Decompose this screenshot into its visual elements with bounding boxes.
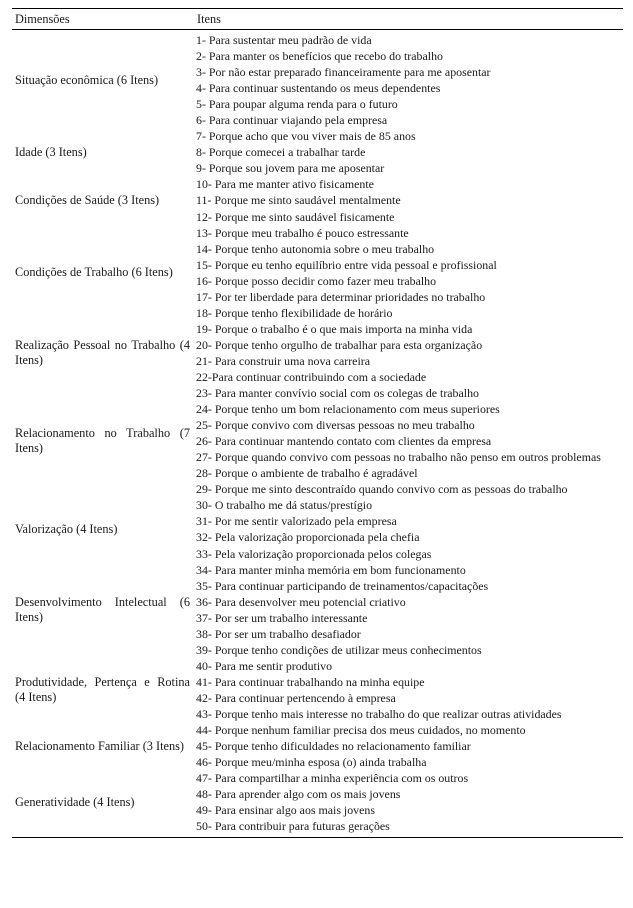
list-item: 29- Porque me sinto descontraído quando convivo com as pessoas do trabalho — [196, 482, 568, 497]
list-item: 13- Porque meu trabalho é pouco estressante — [196, 225, 409, 240]
list-item: 23- Para manter convívio social com os colegas de trabalho — [196, 386, 479, 401]
header-items: Itens — [197, 12, 221, 26]
list-item: 46- Porque meu/minha esposa (o) ainda trabalha — [196, 755, 427, 770]
list-item: 5- Para poupar alguma renda para o futuro — [196, 97, 398, 112]
dimension-label: Condições de Trabalho (6 Itens) — [15, 265, 173, 280]
list-item: 31- Por me sentir valorizado pela empresa — [196, 514, 397, 529]
list-item: 41- Para continuar trabalhando na minha equipe — [196, 674, 425, 689]
list-item: 1- Para sustentar meu padrão de vida — [196, 33, 372, 47]
item-list — [194, 321, 623, 385]
dimension-label: Condições de Saúde (3 Itens) — [15, 192, 160, 207]
list-item: 44- Porque nenhum familiar precisa dos meus cuidados, no momento — [196, 723, 526, 738]
list-item: 34- Para manter minha memória em bom funcionamento — [196, 562, 466, 577]
list-item: 19- Porque o trabalho é o que mais importa na minha vida — [196, 321, 473, 336]
list-item: 11- Porque me sinto saudável mentalmente — [196, 193, 401, 208]
dimension-group — [12, 385, 623, 497]
dimension-group — [12, 658, 623, 722]
item-list — [194, 497, 623, 561]
dimension-group — [12, 225, 623, 321]
dimension-group — [12, 128, 623, 176]
dimension-group — [12, 32, 623, 128]
dimension-group — [12, 770, 623, 834]
list-item: 18- Porque tenho flexibilidade de horário — [196, 305, 393, 320]
list-item: 43- Porque tenho mais interesse no trabalho do que realizar outras atividades — [196, 706, 562, 721]
list-item: 45- Porque tenho dificuldades no relacionamento familiar — [196, 739, 471, 754]
table-header — [12, 9, 623, 29]
item-list — [194, 770, 623, 834]
dimension-group — [12, 321, 623, 385]
list-item: 14- Porque tenho autonomia sobre o meu trabalho — [196, 241, 435, 256]
list-item: 21- Para construir uma nova carreira — [196, 353, 370, 368]
list-item: 48- Para aprender algo com os mais jovens — [196, 787, 401, 802]
list-item: 35- Para continuar participando de treinamentos/capacitações — [196, 578, 489, 593]
dimension-label: Valorização (4 Itens) — [15, 521, 118, 536]
list-item: 7- Porque acho que vou viver mais de 85 anos — [196, 129, 416, 144]
list-item: 9- Porque sou jovem para me aposentar — [196, 161, 385, 176]
dimension-label: Produtividade, Pertença e Rotina (4 Itens) — [15, 674, 190, 704]
item-list — [194, 722, 623, 770]
list-item: 12- Porque me sinto saudável fisicamente — [196, 209, 395, 224]
list-item: 28- Porque o ambiente de trabalho é agradável — [196, 466, 418, 481]
list-item: 20- Porque tenho orgulho de trabalhar para esta organização — [196, 337, 483, 352]
table-bottom-rule — [12, 837, 623, 838]
dimension-label: Relacionamento no Trabalho (7 Itens) — [15, 426, 190, 456]
list-item: 3- Por não estar preparado financeiramente para me aposentar — [196, 65, 491, 80]
list-item: 22-Para continuar contribuindo com a sociedade — [196, 369, 427, 384]
list-item: 42- Para continuar pertencendo à empresa — [196, 690, 396, 705]
dimension-label: Generatividade (4 Itens) — [15, 794, 135, 809]
item-list — [194, 658, 623, 722]
list-item: 39- Porque tenho condições de utilizar meus conhecimentos — [196, 642, 482, 657]
list-item: 10- Para me manter ativo fisicamente — [196, 177, 374, 192]
list-item: 25- Porque convivo com diversas pessoas no meu trabalho — [196, 418, 475, 433]
item-list — [194, 128, 623, 176]
list-item: 2- Para manter os benefícios que recebo do trabalho — [196, 49, 443, 64]
item-list — [194, 225, 623, 321]
list-item: 37- Por ser um trabalho interessante — [196, 610, 368, 625]
list-item: 16- Porque posso decidir como fazer meu trabalho — [196, 273, 437, 288]
dimensions-table — [12, 8, 623, 838]
list-item: 38- Por ser um trabalho desafiador — [196, 626, 361, 641]
list-item: 15- Porque eu tenho equilíbrio entre vida pessoal e profissional — [196, 257, 497, 272]
item-list — [194, 385, 623, 497]
dimension-group — [12, 722, 623, 770]
table-body — [12, 30, 623, 837]
list-item: 30- O trabalho me dá status/prestígio — [196, 498, 373, 513]
list-item: 49- Para ensinar algo aos mais jovens — [196, 803, 375, 818]
item-list — [194, 32, 623, 128]
header-dimensions: Dimensões — [15, 12, 70, 26]
dimension-label: Realização Pessoal no Trabalho (4 Itens) — [15, 337, 190, 367]
item-list — [194, 562, 623, 658]
list-item: 36- Para desenvolver meu potencial criativo — [196, 594, 406, 609]
dimension-label: Situação econômica (6 Itens) — [15, 72, 159, 87]
dimension-label: Relacionamento Familiar (3 Itens) — [15, 738, 185, 753]
dimension-group — [12, 497, 623, 561]
dimension-label: Idade (3 Itens) — [15, 144, 87, 159]
list-item: 26- Para continuar mantendo contato com clientes da empresa — [196, 434, 492, 449]
list-item: 33- Pela valorização proporcionada pelos colegas — [196, 546, 432, 561]
dimension-group — [12, 562, 623, 658]
list-item: 4- Para continuar sustentando os meus dependentes — [196, 81, 441, 96]
list-item: 24- Porque tenho um bom relacionamento com meus superiores — [196, 402, 500, 417]
list-item: 6- Para continuar viajando pela empresa — [196, 113, 388, 128]
dimension-group — [12, 176, 623, 224]
list-item: 47- Para compartilhar a minha experiência com os outros — [196, 771, 469, 786]
list-item: 17- Por ter liberdade para determinar prioridades no trabalho — [196, 289, 486, 304]
list-item: 40- Para me sentir produtivo — [196, 658, 333, 673]
list-item: 50- Para contribuir para futuras gerações — [196, 819, 390, 834]
list-item: 27- Porque quando convivo com pessoas no trabalho não penso em outros problemas — [196, 450, 601, 465]
list-item: 32- Pela valorização proporcionada pela chefia — [196, 530, 420, 545]
list-item: 8- Porque comecei a trabalhar tarde — [196, 145, 366, 160]
item-list — [194, 176, 623, 224]
dimension-label: Desenvolvimento Intelectual (6 Itens) — [15, 594, 190, 624]
